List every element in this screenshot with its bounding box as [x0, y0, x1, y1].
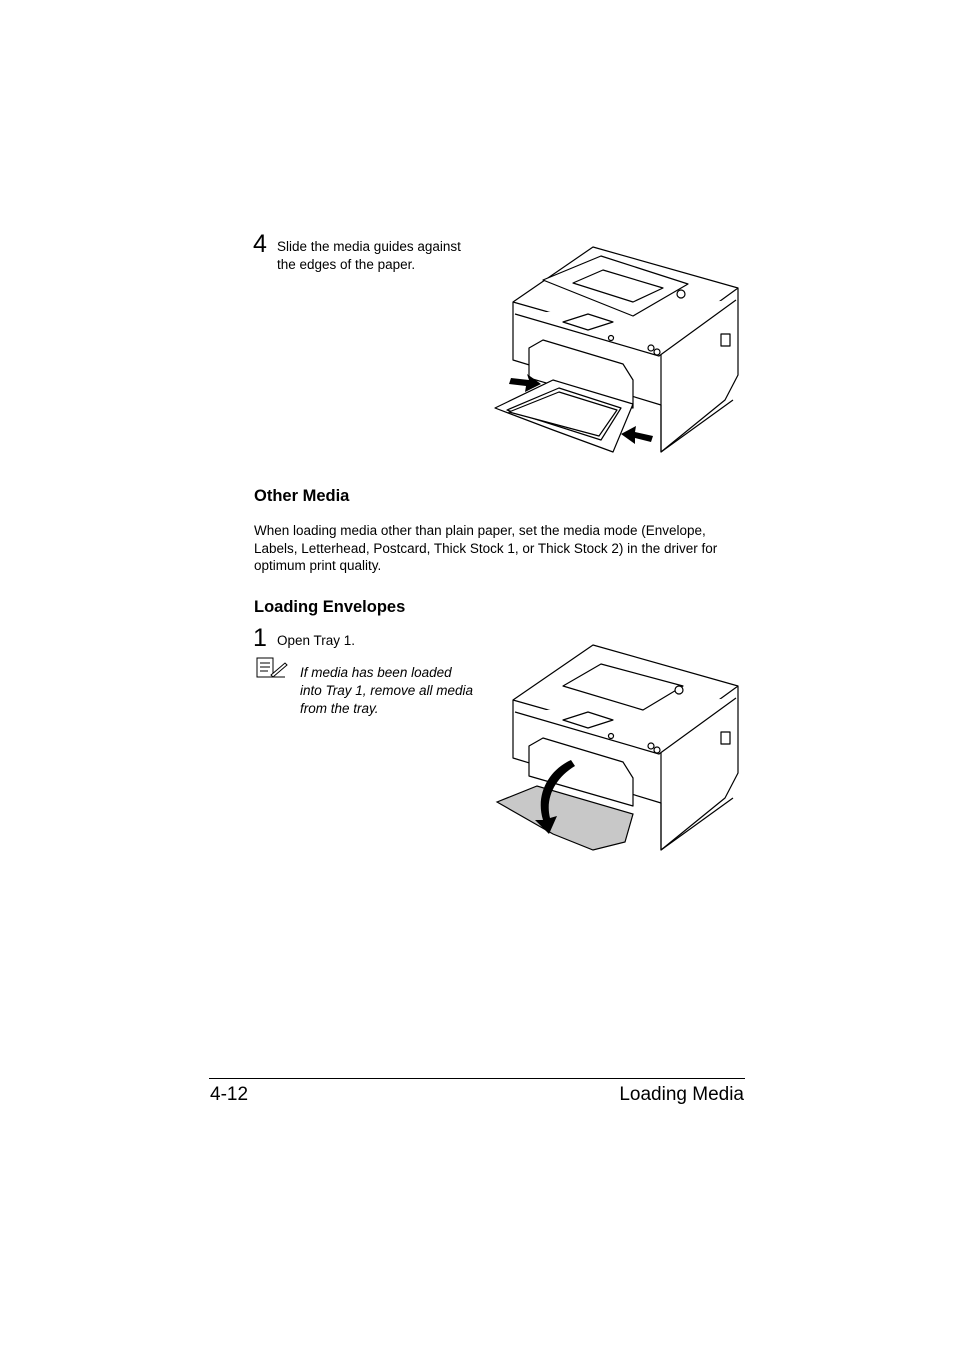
- other-media-line-2: Labels, Letterhead, Postcard, Thick Stock 1, or Thick Stock 2) in the driver for: [254, 540, 718, 556]
- note-icon: [255, 657, 289, 679]
- note-line-2: into Tray 1, remove all media: [300, 683, 474, 698]
- step-1-text: Open Tray 1.: [277, 633, 356, 648]
- footer-section-title: Loading Media: [619, 1084, 744, 1105]
- step-4-line-1: Slide the media guides against: [277, 239, 461, 254]
- page-number: 4-12: [210, 1084, 249, 1105]
- step-number-4: 4: [253, 230, 267, 258]
- step-4-text: [277, 238, 507, 274]
- note-line-3: from the tray.: [300, 701, 379, 716]
- other-media-line-3: optimum print quality.: [254, 558, 382, 573]
- other-media-heading: Other Media: [254, 487, 350, 505]
- right-arrow-icon: [621, 426, 653, 444]
- other-media-paragraph: [254, 522, 754, 575]
- step-4-line-2: the edges of the paper.: [277, 257, 416, 272]
- note-text: [300, 664, 500, 718]
- step-number-1: 1: [253, 624, 267, 652]
- printer-tray-guides-illustration: [493, 240, 748, 458]
- footer-rule: [209, 1078, 745, 1079]
- other-media-line-1: When loading media other than plain paper, set the media mode (Envelope,: [254, 523, 706, 538]
- note-line-1: If media has been loaded: [300, 665, 452, 680]
- loading-envelopes-heading: Loading Envelopes: [254, 598, 406, 616]
- printer-open-tray-illustration: [493, 638, 748, 856]
